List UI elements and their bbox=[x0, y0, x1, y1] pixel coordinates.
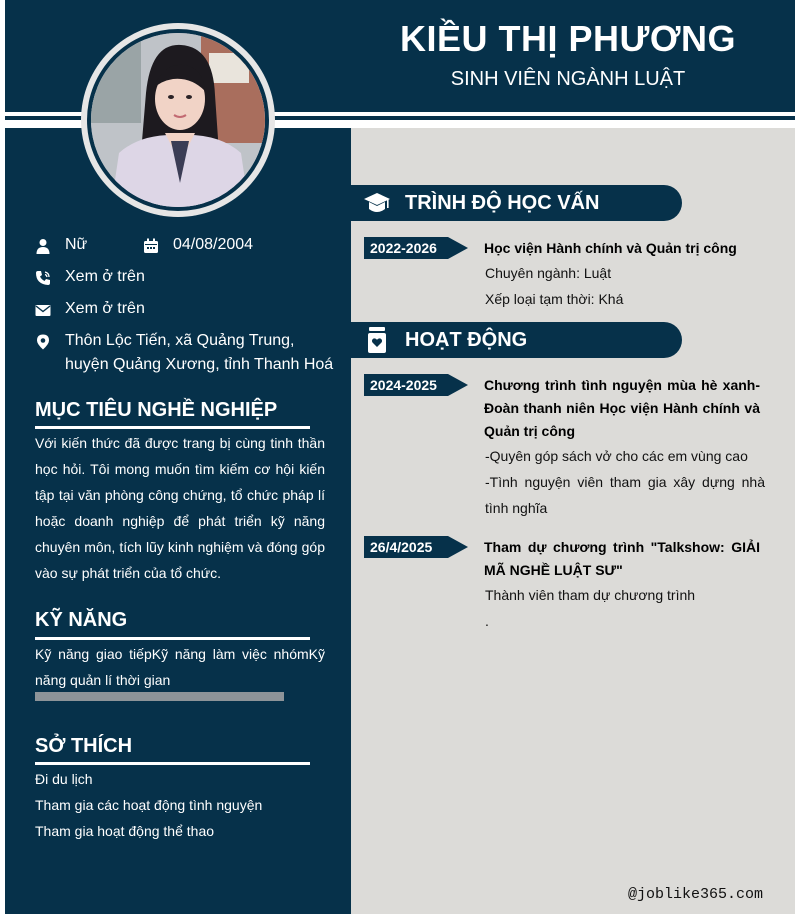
hobby-item: Đi du lịch bbox=[35, 771, 93, 787]
activity-line: -Tình nguyện viên tham gia xây dựng nhà tình nghĩa bbox=[485, 474, 765, 516]
hobby-item: Tham gia các hoạt động tình nguyện bbox=[35, 797, 263, 813]
activity-line: -Quyên góp sách vở cho các em vùng cao bbox=[485, 448, 748, 464]
address-value: Thôn Lộc Tiến, xã Quảng Trung, huyện Quảng Xương, tỉnh Thanh Hoá bbox=[65, 332, 334, 373]
education-header bbox=[351, 185, 682, 221]
objective-divider bbox=[35, 426, 310, 429]
user-icon bbox=[35, 238, 51, 254]
graduation-cap-icon bbox=[363, 190, 391, 216]
objective-title: MỤC TIÊU NGHỀ NGHIỆP bbox=[35, 399, 278, 421]
footer-watermark: @joblike365.com bbox=[628, 886, 764, 903]
avatar-photo bbox=[91, 33, 265, 207]
address-row bbox=[35, 332, 340, 377]
skill-level-bar bbox=[35, 692, 284, 701]
activity-title: Chương trình tình nguyện mùa hè xanh- Đoàn thanh niên Học viện Hành chính và Quản trị công bbox=[484, 377, 760, 439]
education-line: Xếp loại tạm thời: Khá bbox=[485, 291, 624, 307]
education-title: TRÌNH ĐỘ HỌC VẤN bbox=[405, 192, 600, 214]
activity-title: Tham dự chương trình "Talkshow: GIẢI MÃ NGHỀ LUẬT SƯ" bbox=[484, 539, 760, 578]
envelope-icon bbox=[35, 302, 51, 318]
activity-date: 26/4/2025 bbox=[364, 536, 448, 558]
calendar-icon bbox=[143, 238, 159, 254]
phone-row bbox=[35, 268, 145, 289]
phone-icon bbox=[35, 270, 51, 286]
education-school: Học viện Hành chính và Quản trị công bbox=[484, 240, 737, 256]
email-value: Xem ở trên bbox=[65, 300, 145, 317]
skills-title: KỸ NĂNG bbox=[35, 609, 128, 631]
hobbies-title: SỞ THÍCH bbox=[35, 735, 133, 757]
activity-line: . bbox=[485, 613, 489, 629]
candidate-name: KIỀU THỊ PHƯƠNG bbox=[399, 18, 737, 59]
birthday-row bbox=[143, 236, 253, 257]
education-date: 2022-2026 bbox=[364, 237, 448, 259]
badge-icon bbox=[363, 327, 391, 353]
education-line: Chuyên ngành: Luật bbox=[485, 265, 612, 281]
gender-row bbox=[35, 236, 87, 257]
hobby-item: Tham gia hoạt động thể thao bbox=[35, 823, 215, 839]
email-row bbox=[35, 300, 145, 321]
activity-line: Thành viên tham dự chương trình bbox=[485, 587, 696, 603]
birthday-value: 04/08/2004 bbox=[173, 236, 254, 253]
activities-header bbox=[351, 322, 682, 358]
hobbies-divider bbox=[35, 762, 310, 765]
skills-divider bbox=[35, 637, 310, 640]
candidate-role: SINH VIÊN NGÀNH LUẬT bbox=[450, 68, 686, 90]
avatar bbox=[81, 23, 275, 217]
objective-text: Với kiến thức đã được trang bị cùng tinh thần học hỏi. Tôi mong muốn tìm kiếm cơ hội kiến tập tại văn phòng công chứng, tổ chức pháp lí hoặc doanh nghiệp để phát triển kỹ năng chuyên môn, tích lũy kinh nghiệm và đóng góp vào sự phát triển của tổ chức. bbox=[35, 435, 325, 581]
activity-date: 2024-2025 bbox=[364, 374, 448, 396]
gender-value: Nữ bbox=[65, 236, 88, 253]
phone-value: Xem ở trên bbox=[65, 268, 145, 285]
location-pin-icon bbox=[35, 334, 51, 350]
activities-title: HOẠT ĐỘNG bbox=[405, 329, 528, 351]
skills-text: Kỹ năng giao tiếpKỹ năng làm việc nhómKỹ năng quản lí thời gian bbox=[35, 646, 325, 688]
